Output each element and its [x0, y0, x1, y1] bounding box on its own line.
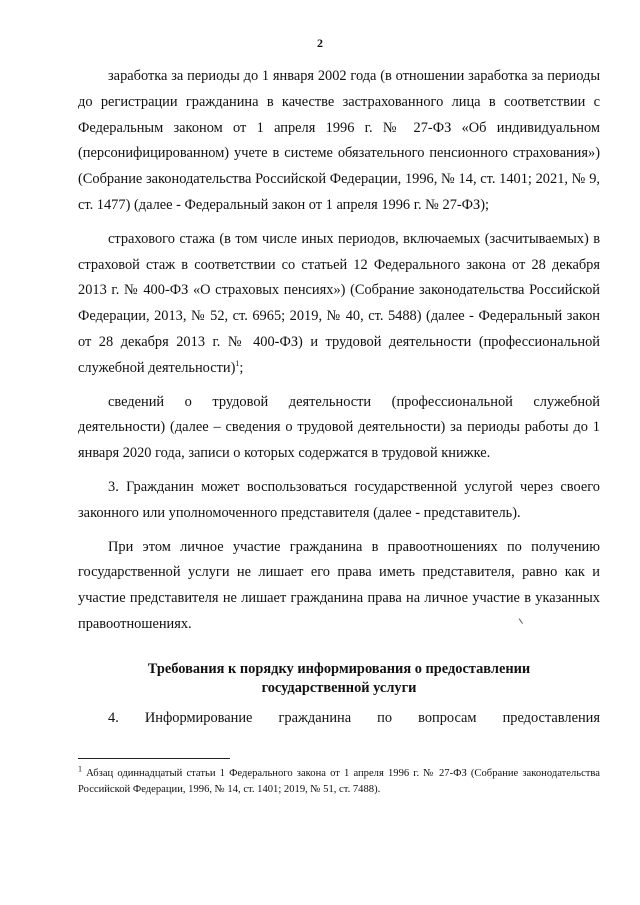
footnote-text: Абзац одиннадцатый статьи 1 Федерального закона от 1 апреля 1996 г. № 27-ФЗ (Собрание законодательства Российской Федерации, 1996, № 14, ст. 1401; 2019, № 51, ст. 7488). [78, 768, 600, 795]
paragraph-earnings-periods: заработка за периоды до 1 января 2002 года (в отношении заработка за периоды до регистрации гражданина в качестве застрахованного лица в соответствии с Федеральным законом от 1 апреля 1996 г. № 27-ФЗ «Об индивидуальном (персонифицированном) учете в системе обязательного пенсионного страхования») (Собрание законодательства Российской Федерации, 1996, № 14, ст. 1401; 2021, № 9, ст. 1477) (далее - Федеральный закон от 1 апреля 1996 г. № 27-ФЗ); [78, 68, 600, 213]
footnote-separator [78, 758, 230, 759]
section-heading-line-2: государственной услуги [261, 680, 417, 696]
paragraph-labor-activity: сведений о трудовой деятельности (профессиональной служебной деятельности) (далее – сведения о трудовой деятельности) за периоды работы до 1 января 2020 года, записи о которых содержатся в трудовой книжке. [78, 393, 600, 462]
footnote-marker: 1 [78, 764, 82, 774]
body-text [78, 64, 600, 638]
page-number: 2 [317, 36, 323, 50]
footnote-reference: 1 [235, 358, 240, 368]
paragraph-insurance-record-tail: ; [239, 359, 244, 376]
paragraph-insurance-record-text: страхового стажа (в том числе иных периодов, включаемых (засчитываемых) в страховой стаж в соответствии со статьей 12 Федерального закона от 28 декабря 2013 г. № 400-ФЗ «О страховых пенсиях») (Собрание законодательства Российской Федерации, 2013, № 52, ст. 6965; 2019, № 40, ст. 5488) (далее - Федеральный закон от 28 декабря 2013 г. № 400-ФЗ) и трудовой деятельности (профессиональной служебной деятельности) [78, 230, 600, 376]
section-heading [78, 660, 600, 698]
paragraph-personal-participation: При этом личное участие гражданина в правоотношениях по получению государственной услуги не лишает его права иметь представителя, равно как и участие представителя не лишает гражданина права на личное участие в указанных правоотношениях. [78, 538, 600, 632]
paragraph-informing: 4. Информирование гражданина по вопросам предоставления [108, 710, 600, 726]
paragraph-insurance-record [78, 227, 600, 382]
paragraph-representative: 3. Гражданин может воспользоваться государственной услугой через своего законного или уполномоченного представителя (далее - представитель). [78, 478, 600, 521]
footnote [78, 766, 600, 798]
section-heading-line-1: Требования к порядку информирования о предоставлении [147, 661, 531, 677]
